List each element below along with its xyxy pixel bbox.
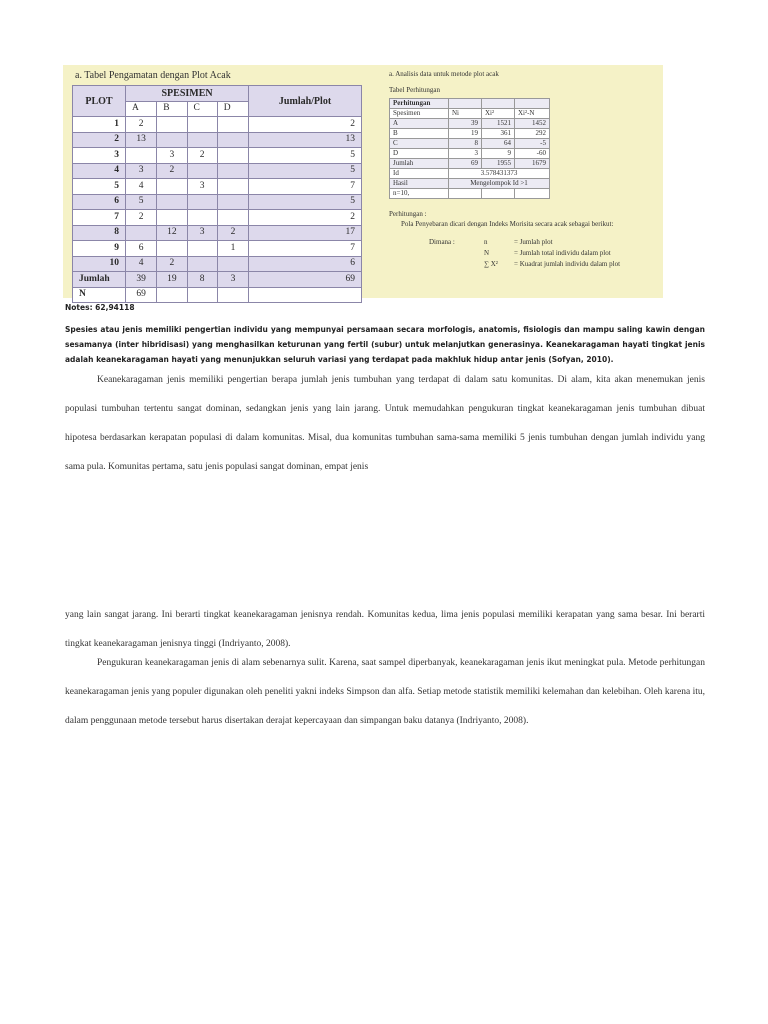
plot-number: 3 [73,148,126,164]
cell-a: 6 [126,241,157,257]
total-c: 8 [187,272,217,288]
legend-c: = Kuadrat jumlah individu dalam plot [514,260,621,268]
plot-number: 2 [73,132,126,148]
calc-cell: 1679 [515,159,550,169]
cell-d [217,256,248,272]
cell-a [126,148,157,164]
total-b: 19 [157,272,187,288]
calc-table [389,98,550,199]
cell-b: 2 [157,163,187,179]
paragraph-1a [65,366,705,482]
calc-row [390,159,550,169]
calc-cell: B [390,129,449,139]
observation-table-block [72,69,362,303]
table-row [73,210,362,226]
cell-jumlah: 6 [249,256,362,272]
legend-c: = Jumlah total individu dalam plot [514,249,611,257]
id-label: Id [390,169,449,179]
total-label: Jumlah [73,272,126,288]
plot-number: 4 [73,163,126,179]
cell-a: 3 [126,163,157,179]
cell-b [157,210,187,226]
plot-number: 10 [73,256,126,272]
cell-c [187,241,217,257]
legend-b: N [484,249,490,257]
cell-d [217,210,248,226]
calc-cell: 292 [515,129,550,139]
cell-b: 12 [157,225,187,241]
n-note: n=10, [390,189,449,199]
cell-a: 2 [126,210,157,226]
cell-a: 2 [126,117,157,133]
cell-b: 3 [157,148,187,164]
calc-cell: D [390,149,449,159]
analysis-title: a. Analisis data untuk metode plot acak [389,70,499,78]
hasil-value: Mengelompok Id >1 [449,179,550,189]
cell-d [217,117,248,133]
legend-row [389,259,659,270]
legend-c: = Jumlah plot [514,238,553,246]
cell-d: 2 [217,225,248,241]
table-row [73,179,362,195]
calc-cell: 19 [449,129,482,139]
cell-a: 13 [126,132,157,148]
paragraph-2 [65,649,705,736]
cell-d: 1 [217,241,248,257]
subheader-d: D [217,101,248,117]
legend-a: Dimana : [429,238,455,246]
hasil-label: Hasil [390,179,449,189]
cell-c: 3 [187,179,217,195]
cell-jumlah: 5 [249,194,362,210]
cell-a [126,225,157,241]
id-value: 3.578431373 [449,169,550,179]
cell-b [157,117,187,133]
calc-cell: C [390,139,449,149]
cell-jumlah: 7 [249,241,362,257]
paragraph-1a-text: Keanekaragaman jenis memiliki pengertian berapa jumlah jenis tumbuhan yang terdapat di dalam satu komunitas. Di alam, kita akan menemukan jenis populasi tumbuhan tertentu sangat dominan, sedangkan jenis yang lain jarang. Untuk memudahkan pengukuran tingkat keanekaragaman jenis tumbuhan dibuat hipotesa berdasarkan kerapatan populasi di dalam komunitas. Misal, dua komunitas tumbuhan sama-sama memiliki 5 jenis tumbuhan dengan jumlah individu yang sama pula. Komunitas pertama, satu jenis populasi sangat dominan, empat jenis [65,375,705,472]
n-value: 69 [126,287,157,303]
cell-b [157,132,187,148]
intro-paragraph: Spesies atau jenis memiliki pengertian individu yang mempunyai persamaan secara morfologis, anatomis, fisiologis dan mampu saling kawin dengan sesamanya (inter hibridisasi) yang menghasilkan keturunan yang fertil (subur) untuk melanjutkan generasinya. Keanekaragaman hayati tingkat jenis adalah keanekaragaman hayati yang menunjukkan seluruh variasi yang terdapat pada makhluk hidup antar jenis (Sofyan, 2010). [65,325,705,364]
cell-jumlah: 2 [249,117,362,133]
cell-c: 2 [187,148,217,164]
calc-header: Perhitungan [390,99,449,109]
total-row [73,272,362,288]
calc-col-xi2-n: Xi²-N [515,109,550,119]
cell-d [217,194,248,210]
calc-cell: 64 [482,139,515,149]
cell-b [157,179,187,195]
table-row [73,132,362,148]
legend-b: n [484,238,488,246]
legend [389,237,659,270]
calc-row [390,119,550,129]
cell-c [187,210,217,226]
cell-jumlah: 2 [249,210,362,226]
calc-cell: 69 [449,159,482,169]
notes: Notes: 62,94118 [65,303,135,312]
total-jumlah: 69 [249,272,362,288]
plot-number: 1 [73,117,126,133]
cell-c [187,163,217,179]
calc-row [390,139,550,149]
calc-col-ni: Ni [449,109,482,119]
plot-header: PLOT [73,86,126,117]
table-row [73,225,362,241]
calc-cell: 39 [449,119,482,129]
analysis-block [389,69,659,270]
calc-col-xi2: Xi² [482,109,515,119]
figure-panel [63,65,663,298]
calc-cell: Jumlah [390,159,449,169]
calc-cell: 1452 [515,119,550,129]
legend-b: ∑ X² [484,260,498,268]
cell-b: 2 [157,256,187,272]
cell-b [157,194,187,210]
subheader-a: A [126,101,157,117]
cell-jumlah: 13 [249,132,362,148]
cell-a: 5 [126,194,157,210]
cell-d [217,148,248,164]
cell-jumlah: 5 [249,163,362,179]
cell-c [187,256,217,272]
perhitungan-label: Perhitungan : [389,210,427,218]
paragraph-1b-text: yang lain sangat jarang. Ini berarti tingkat keanekaragaman jenisnya rendah. Komunitas kedua, lima jenis populasi memiliki kerapatan yang sama besar. Ini berarti tingkat keanekaragaman jenisnya tinggi (Indriyanto, 2008). [65,610,705,649]
table-row [73,117,362,133]
plot-number: 8 [73,225,126,241]
cell-a: 4 [126,256,157,272]
observation-table-title: a. Tabel Pengamatan dengan Plot Acak [75,70,231,81]
legend-row [389,248,659,259]
legend-row [389,237,659,248]
cell-c [187,194,217,210]
spesimen-header: SPESIMEN [126,86,249,102]
legend-a [389,248,484,259]
cell-a: 4 [126,179,157,195]
calc-col-spesimen: Spesimen [390,109,449,119]
plot-number: 9 [73,241,126,257]
calc-cell: A [390,119,449,129]
table-row [73,241,362,257]
calc-cell: 361 [482,129,515,139]
cell-c [187,117,217,133]
cell-jumlah: 7 [249,179,362,195]
table-row [73,194,362,210]
n-label: N [73,287,126,303]
calc-cell: 9 [482,149,515,159]
cell-jumlah: 5 [249,148,362,164]
cell-b [157,241,187,257]
calc-cell: -60 [515,149,550,159]
calc-cell: 1955 [482,159,515,169]
calc-cell: -5 [515,139,550,149]
jumlah-plot-header: Jumlah/Plot [249,86,362,117]
calc-cell: 8 [449,139,482,149]
table-row [73,148,362,164]
subheader-c: C [187,101,217,117]
table-row [73,256,362,272]
legend-a [389,259,484,270]
cell-c [187,132,217,148]
cell-d [217,163,248,179]
calc-row [390,129,550,139]
plot-number: 7 [73,210,126,226]
table-row [73,163,362,179]
cell-jumlah: 17 [249,225,362,241]
cell-c: 3 [187,225,217,241]
plot-number: 5 [73,179,126,195]
calc-row [390,149,550,159]
cell-d [217,132,248,148]
perhitungan-text: Pola Penyebaran dicari dengan Indeks Morisita secara acak sebagai berikut: [401,220,614,228]
paragraph-2-text: Pengukuran keanekaragaman jenis di alam sebenarnya sulit. Karena, saat sampel diperbanyak, keanekaragaman jenis ikut meningkat pula. Metode perhitungan keanekaragaman jenis yang populer digunakan oleh peneliti yakni indeks Simpson dan alfa. Setiap metode statistik memiliki kelemahan dan kelebihan. Oleh karena itu, dalam penggunaan metode tersebut harus disertakan derajat kepercayaan dan simpangan baku datanya (Indriyanto, 2008). [65,658,705,726]
calc-cell: 1521 [482,119,515,129]
calc-table-title: Tabel Perhitungan [389,86,441,94]
total-a: 39 [126,272,157,288]
total-d: 3 [217,272,248,288]
plot-number: 6 [73,194,126,210]
cell-d [217,179,248,195]
table-header-row [73,86,362,102]
observation-table [72,85,362,303]
calc-cell: 3 [449,149,482,159]
subheader-b: B [157,101,187,117]
